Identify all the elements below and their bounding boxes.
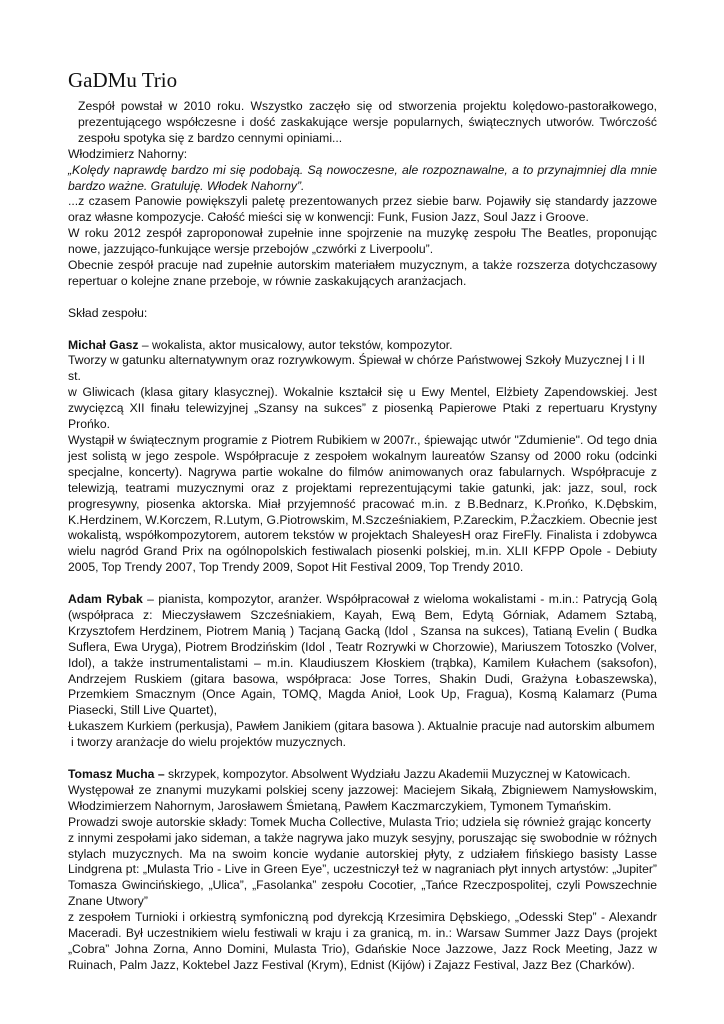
spacer (68, 322, 657, 338)
intro-paragraph-3: W roku 2012 zespół zaproponował zupełnie inne spojrzenie na muzykę zespołu The Beatles, proponując nowe, jazzująco-funkujące wersje przebojów „czwórki z Liverpoolu”. (68, 226, 657, 257)
member-role: skrzypek, kompozytor. Absolwent Wydziału Jazzu Akademii Muzycznej w Katowicach. (164, 767, 631, 781)
member-line: Tworzy w gatunku alternatywnym oraz rozrywkowym. Śpiewał w chórze Państwowej Szkoły Muzycznej I i II st. (68, 353, 646, 384)
intro-paragraph-2: ...z czasem Panowie powiększyli paletę prezentowanych przez siebie barw. Pojawiły się standardy jazzowe oraz własne kompozycje. Całość mieści się w konwencji: Funk, Fusion Jazz, Soul Jazz i Groove. (68, 194, 657, 225)
member-line: z innymi zespołami jako sideman, a także nagrywa jako muzyk sesyjny, poruszając się swobodnie w różnych stylach muzycznych. Ma na swoim koncie wydanie autorskiej płyty, z udziałem fińskiego basisty Lasse Lindgrena pt: „Mulasta Trio - Live in Green Eye”, uczestniczył też w nagraniach płyt innych artystów: „Jupiter” Tomasza Gwincińskiego, „Ulica”, „Fasolanka” zespołu Cocotier, „Tańce Rzeczpospolitej, czyli Powszechnie Znane Utwory” (68, 830, 657, 909)
intro-paragraph-4: Obecnie zespół pracuje nad zupełnie autorskim materiałem muzycznym, a także rozszerza dotychczasowy repertuar o kolejne znane przeboje, w równie zaskakujących aranżacjach. (68, 258, 657, 288)
member-role: – pianista, kompozytor, aranżer. Współpracował z wieloma wokalistami - m.in.: Patrycją Golą (współpraca z: Mieczysławem Szcześniakiem, Kayah, Ewą Bem, Edytą Górniak, Adamem Sztabą, Krzysztofem Herdzinem, Piotrem Manią ) Tacjaną Gacką (Idol , Szansa na sukces), Tatianą Evelin ( Budka Suflera, Ewa Uryga), Piotrem Brodzińskim (Idol , Teatr Rozrywki w Chorzowie), Mariuszem Totoszko (Volver, Idol), a także instrumentalistami – m.in. Klaudiuszem Kłoskiem (trąbka), Kamilem Kułachem (saksofon), Andrzejem Ruskiem (gitara basowa, współpraca: Jose Torres, Shakin Dudi, Grażyna Łobaszewska), Przemkiem Smacznym (Once Again, TOMQ, Magda Anioł, Look Up, Fragua), Kosmą Kalamarz (Puma Piasecki, Still Live Quartet), (68, 592, 657, 718)
member-name: Michał Gasz (68, 337, 139, 352)
member-role: – wokalista, aktor musicalowy, autor tekstów, kompozytor. (138, 337, 453, 352)
spacer (68, 751, 657, 767)
member-intro (68, 338, 657, 354)
intro-paragraph-1: Zespół powstał w 2010 roku. Wszystko zaczęło się od stworzenia projektu kolędowo-pastorałkowego, prezentującego współczesne i dość zaskakujące wersje popularnych, świątecznych utworów. Twórczość zespołu spotyka się z bardzo cennymi opiniami... (78, 99, 657, 145)
quote-text: „Kolędy naprawdę bardzo mi się podobają. Są nowoczesne, ale rozpoznawalne, a to przynajmniej dla mnie bardzo ważne. Gratuluję. Włodek Nahorny”. (68, 162, 657, 193)
member-line: Łukaszem Kurkiem (perkusja), Pawłem Janikiem (gitara basowa ). Aktualnie pracuje nad autorskim albumem (68, 719, 655, 734)
member-intro (68, 592, 657, 719)
member-line: w Gliwicach (klasa gitary klasycznej). Wokalnie kształcił się u Ewy Mentel, Elżbiety Zapendowskiej. Jest zwycięzcą XII finału telewizyjnej „Szansy na sukces” z piosenką Papierowe Ptaki z repertuaru Krystyny Prońko. (68, 385, 657, 432)
member-name: Adam Rybak (68, 592, 143, 607)
page-title: GaDMu Trio (68, 68, 178, 92)
member-adam-rybak (68, 592, 657, 751)
member-line: i tworzy aranżacje do wielu projektów muzycznych. (71, 735, 347, 750)
member-line: Prowadzi swoje autorskie składy: Tomek Mucha Collective, Mulasta Trio; udziela się również grając koncerty (68, 814, 651, 829)
spacer (68, 576, 657, 592)
member-intro (68, 767, 657, 783)
member-line: z zespołem Turnioki i orkiestrą symfoniczną pod dyrekcją Krzesimira Dębskiego, „Odesski Step” - Alexandr Maceradi. Był uczestnikiem wielu festiwali w kraju i za granicą, m. in.: Warsaw Summer Jazz Days (projekt „Cobra” Johna Zorna, Anno Domini, Mulasta Trio), Gdańskie Noce Jazzowe, Jazz Rock Meeting, Jazz w Ruinach, Palm Jazz, Koktebel Jazz Festival (Krym), Ednist (Kijów) i Zajazz Festival, Jazz Bez (Charków). (68, 910, 657, 972)
member-name: Tomasz Mucha – (68, 767, 165, 781)
intro-section (68, 99, 657, 290)
member-line: Występował ze znanymi muzykami polskiej sceny jazzowej: Maciejem Sikałą, Zbigniewem Namysłowskim, Włodzimierzem Nahornym, Jarosławem Śmietaną, Pawłem Kaczmarczykiem, Tymonem Tymańskim. (68, 782, 657, 813)
quote-author: Włodzimierz Nahorny: (68, 146, 188, 161)
member-tomasz-mucha (68, 767, 657, 974)
lineup-heading: Skład zespołu: (68, 305, 148, 320)
spacer (68, 290, 657, 306)
member-line: Wystąpił w świątecznym programie z Piotrem Rubikiem w 2007r., śpiewając utwór "Zdumienie". Od tego dnia jest solistą w jego zespole. Współpracuje z zespołem wokalnym laureatów Szansy od 2000 roku (odcinki specjalne, koncerty). Nagrywa partie wokalne do filmów animowanych oraz fabularnych. Współpracuje z telewizją, teatrami muzycznymi oraz z projektami reprezentującymi takie gatunki, jak: jazz, soul, rock progresywny, piosenka aktorska. Miał przyjemność pracować m.in. z B.Bednarz, K.Prońko, K.Dębskim, K.Herdzinem, W.Korczem, R.Lutym, G.Piotrowskim, M.Szcześniakiem, P.Zareckim, P.Żaczkiem. Obecnie jest wokalistą, współkompozytorem, autorem tekstów w projektach ShaleyesH oraz FireFly. Finalista i zdobywca wielu nagród Grand Prix na ogólnopolskich festiwalach piosenki polskiej, m.in. XLII KFPP Opole - Debiuty 2005, Top Trendy 2007, Top Trendy 2009, Sopot Hit Festival 2009, Top Trendy 2010. (68, 433, 657, 575)
member-michal-gasz (68, 338, 657, 577)
